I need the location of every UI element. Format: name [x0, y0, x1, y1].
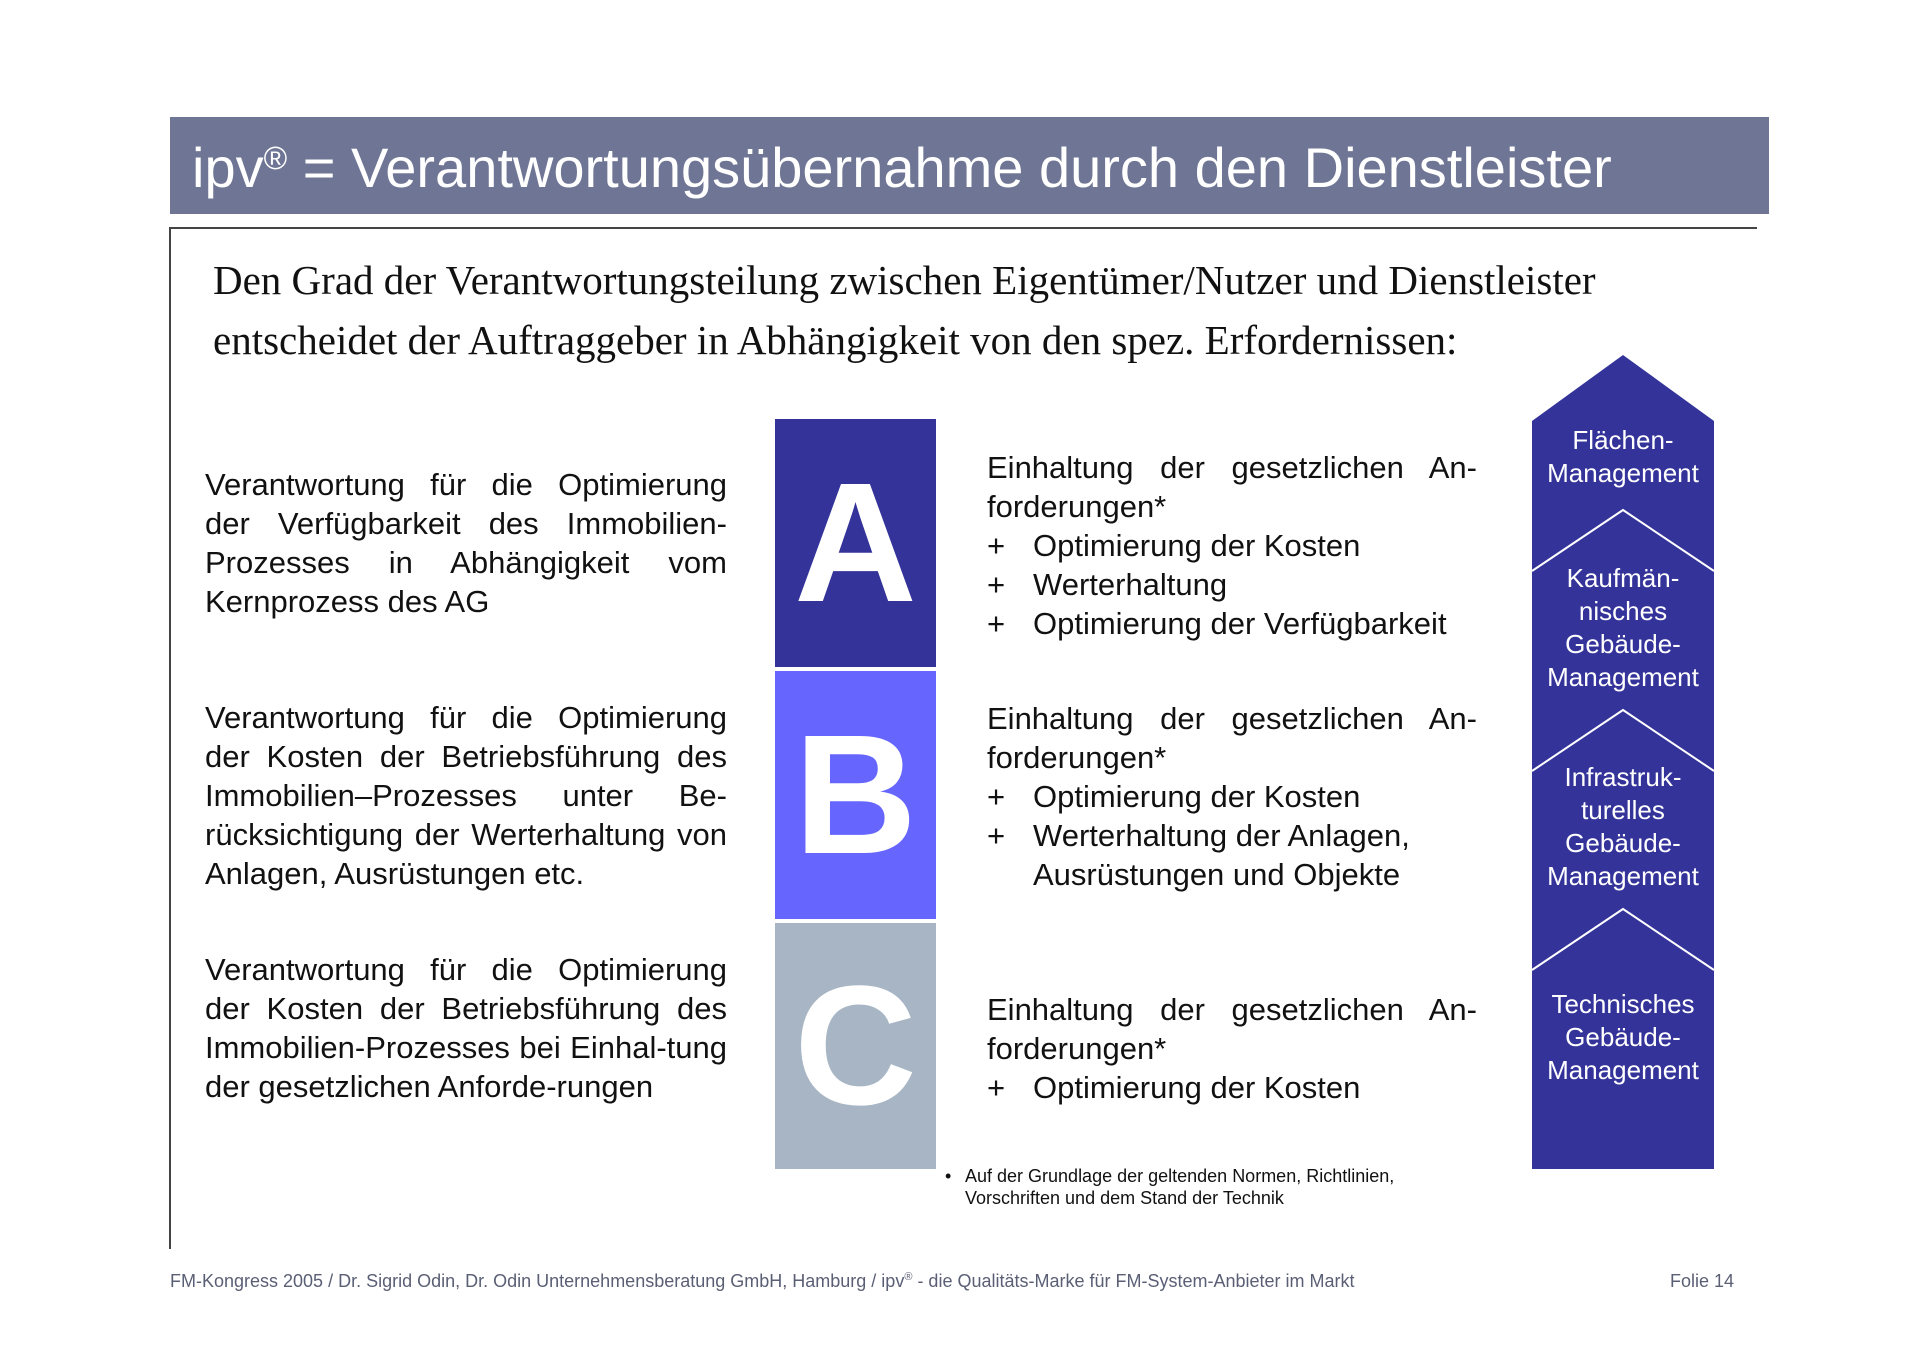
level-a-requirements	[987, 448, 1477, 643]
intro-text	[213, 250, 1713, 370]
infrastrukturelles-gebaeude-management-label: Infrastruk- turelles Gebäude- Management	[1547, 762, 1699, 891]
list-item: + Werterhaltung	[987, 567, 1228, 602]
list-item-continuation: Ausrüstungen und Objekte	[1033, 857, 1401, 892]
level-b-requirements	[987, 699, 1477, 894]
intro-line-2: entscheidet der Auftraggeber in Abhängigkeit von den spez. Erfordernissen:	[213, 317, 1458, 363]
footnote	[945, 1165, 1394, 1209]
level-c-requirement-head: Einhaltung der gesetzlichen An-forderungen*	[987, 992, 1477, 1066]
level-c-letter: C	[794, 951, 917, 1141]
level-a-requirement-head: Einhaltung der gesetzlichen An-forderungen*	[987, 450, 1477, 524]
level-b-requirement-head: Einhaltung der gesetzlichen An-forderungen*	[987, 701, 1477, 775]
level-a-box	[775, 419, 936, 667]
page-title: ipv® = Verantwortungsübernahme durch den Dienstleister	[192, 136, 1612, 199]
level-c-description: Verantwortung für die Optimierung der Kosten der Betriebsführung des Immobilien-Prozesses bei Einhal-tung der gesetzlichen Anforde-rungen	[205, 952, 727, 1104]
level-b-letter: B	[794, 700, 917, 890]
footnote-line-1: Auf der Grundlage der geltenden Normen, Richtlinien,	[965, 1166, 1395, 1186]
kaufmaennisches-gebaeude-management-label: Kaufmän- nisches Gebäude- Management	[1547, 563, 1699, 692]
flaechen-management-label: Flächen- Management	[1547, 425, 1699, 488]
list-item: + Optimierung der Kosten	[987, 1070, 1361, 1105]
level-b-description: Verantwortung für die Optimierung der Kosten der Betriebsführung des Immobilien–Prozesses unter Be-rücksichtigung der Werterhaltung von Anlagen, Ausrüstungen etc.	[205, 700, 727, 891]
frame-left-line	[169, 227, 171, 1249]
intro-line-1: Den Grad der Verantwortungsteilung zwischen Eigentümer/Nutzer und Dienstleister	[213, 257, 1596, 303]
frame-top-line	[170, 227, 1757, 229]
level-c-box	[775, 923, 936, 1169]
list-item: + Werterhaltung der Anlagen,	[987, 818, 1410, 853]
technisches-gebaeude-management-label: Technisches Gebäude- Management	[1547, 989, 1699, 1085]
slide-number: Folie 14	[1670, 1271, 1735, 1291]
list-item: + Optimierung der Kosten	[987, 779, 1361, 814]
title-bar	[170, 117, 1769, 214]
level-a-description: Verantwortung für die Optimierung der Verfügbarkeit des Immobilien-Prozesses in Abhängigkeit vom Kernprozess des AG	[205, 467, 727, 619]
footnote-bullet: •	[945, 1166, 952, 1186]
level-a-letter: A	[794, 448, 917, 638]
level-b-box	[775, 671, 936, 919]
list-item: + Optimierung der Kosten	[987, 528, 1361, 563]
footnote-line-2: Vorschriften und dem Stand der Technik	[965, 1188, 1284, 1208]
level-c-requirements	[987, 990, 1477, 1107]
list-item: + Optimierung der Verfügbarkeit	[987, 606, 1447, 641]
footer-citation: FM-Kongress 2005 / Dr. Sigrid Odin, Dr. Odin Unternehmensberatung GmbH, Hamburg / ipv® - die Qualitäts-Marke für FM-System-Anbieter im Markt	[170, 1271, 1355, 1291]
